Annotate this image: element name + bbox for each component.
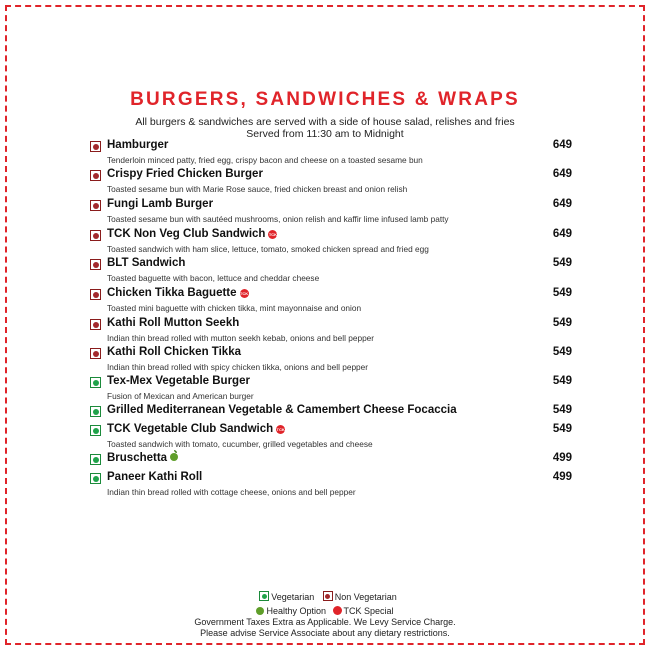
menu-item-name: [107, 287, 249, 299]
menu-item-description: Toasted mini baguette with chicken tikka, mint mayonnaise and onion: [107, 303, 362, 313]
menu-item-name: [107, 257, 185, 269]
menu-item-price: 499: [552, 471, 572, 483]
menu-item-name: [107, 139, 168, 151]
menu-item-name-text: Fungi Lamb Burger: [107, 198, 214, 210]
menu-item-description: Toasted sandwich with tomato, cucumber, grilled vegetables and cheese: [107, 439, 373, 449]
nonveg-marker-icon: [323, 591, 333, 601]
menu-item: [90, 453, 580, 467]
menu-item-name-text: Chicken Tikka Baguette: [107, 287, 237, 299]
menu-item-price: 549: [552, 375, 572, 387]
menu-item-name-text: TCK Non Veg Club Sandwich: [107, 228, 266, 240]
menu-item-price: 549: [552, 287, 572, 299]
menu-item-description: Toasted sandwich with ham slice, lettuce, tomato, smoked chicken spread and fried egg: [107, 244, 429, 254]
legend-dietary-note: Please advise Service Associate about any dietary restrictions.: [200, 628, 450, 638]
tck-special-icon: TCK: [239, 291, 249, 296]
menu-item: [90, 375, 580, 401]
menu-item-price: 649: [552, 228, 572, 240]
menu-item-price: 499: [552, 452, 572, 464]
menu-item: [90, 405, 580, 419]
legend-veg-label: Vegetarian: [271, 592, 315, 602]
menu-item-description: Toasted baguette with bacon, lettuce and cheddar cheese: [107, 273, 320, 283]
menu-item-name-text: Kathi Roll Chicken Tikka: [107, 346, 241, 358]
nonveg-marker-icon: [90, 289, 101, 300]
menu-item-description: Indian thin bread rolled with spicy chicken tikka, onions and bell pepper: [107, 362, 369, 372]
legend-taxes-note: Government Taxes Extra as Applicable. We Levy Service Charge.: [194, 617, 456, 627]
menu-item-name-text: Kathi Roll Mutton Seekh: [107, 317, 240, 329]
menu-item-price: 549: [552, 404, 572, 416]
menu-item-name-text: Paneer Kathi Roll: [107, 471, 203, 483]
menu-item-price: 549: [552, 346, 572, 358]
veg-marker-icon: [90, 473, 101, 484]
menu-item-name-text: Crispy Fried Chicken Burger: [107, 168, 263, 180]
menu-item-name-text: BLT Sandwich: [107, 257, 186, 269]
menu-item: [90, 317, 580, 343]
nonveg-marker-icon: [90, 348, 101, 359]
menu-item-name: [107, 423, 285, 435]
menu-item-price: 549: [552, 257, 572, 269]
menu-item-description: Indian thin bread rolled with mutton seekh kebab, onions and bell pepper: [107, 333, 375, 343]
nonveg-marker-icon: [90, 259, 101, 270]
nonveg-marker-icon: [90, 141, 101, 152]
menu-item-name: [107, 168, 263, 180]
menu-item-price: 649: [552, 139, 572, 151]
tck-special-icon: TCK: [276, 427, 285, 432]
menu-item: [90, 257, 580, 283]
tck-special-icon: [333, 606, 342, 615]
menu-item-name: [107, 404, 457, 416]
menu-item-price: 549: [552, 423, 572, 435]
menu-item-price: 649: [552, 198, 572, 210]
nonveg-marker-icon: [90, 230, 101, 241]
menu-item: [90, 228, 580, 254]
menu-item: [90, 168, 580, 194]
menu-item: [90, 423, 580, 449]
legend: [0, 591, 650, 639]
menu-subtitle-hours: Served from 11:30 am to Midnight: [246, 128, 404, 140]
legend-tck-label: TCK Special: [343, 606, 394, 616]
menu-item-name: [107, 317, 239, 329]
menu-item-description: Toasted sesame bun with sautéed mushrooms, onion relish and kaffir lime infused lamb patty: [107, 214, 449, 224]
healthy-apple-icon: [256, 607, 264, 615]
menu-subtitle-sides: All burgers & sandwiches are served with a side of house salad, relishes and fries: [135, 116, 515, 128]
menu-item-name: [107, 471, 202, 483]
menu-item-name-text: Grilled Mediterranean Vegetable & Camembert Cheese Focaccia: [107, 404, 457, 416]
nonveg-marker-icon: [90, 319, 101, 330]
menu-item-description: Indian thin bread rolled with cottage cheese, onions and bell pepper: [107, 487, 356, 497]
veg-marker-icon: [90, 454, 101, 465]
menu-item-name: [107, 228, 277, 240]
veg-marker-icon: [259, 591, 269, 601]
menu-item-price: 549: [552, 317, 572, 329]
legend-nonveg-label: Non Vegetarian: [334, 592, 397, 602]
legend-row-special: [0, 606, 650, 617]
legend-row-diet: [0, 591, 650, 603]
menu-item-name: [107, 452, 178, 464]
nonveg-marker-icon: [90, 200, 101, 211]
menu-item-description: Fusion of Mexican and American burger: [107, 391, 254, 401]
menu-item-price: 649: [552, 168, 572, 180]
healthy-apple-icon: [170, 453, 178, 461]
tck-special-icon: TCK: [268, 232, 278, 237]
menu-item: [90, 198, 580, 224]
menu-item-name: [107, 375, 250, 387]
legend-healthy-label: Healthy Option: [266, 606, 326, 616]
menu-item-name-text: Bruschetta: [107, 452, 168, 464]
menu-section-title: BURGERS, SANDWICHES & WRAPS: [130, 89, 520, 110]
menu-item: [90, 346, 580, 372]
menu-item: [90, 287, 580, 313]
menu-item-name-text: Tex-Mex Vegetable Burger: [107, 375, 250, 387]
menu-item: [90, 139, 580, 165]
menu-item-name-text: TCK Vegetable Club Sandwich: [107, 423, 274, 435]
menu-item-name-text: Hamburger: [107, 139, 169, 151]
veg-marker-icon: [90, 377, 101, 388]
menu-item-description: Tenderloin minced patty, fried egg, crispy bacon and cheese on a toasted sesame bun: [107, 155, 423, 165]
menu-item-name: [107, 198, 213, 210]
menu-item-description: Toasted sesame bun with Marie Rose sauce, fried chicken breast and onion relish: [107, 184, 408, 194]
menu-item: [90, 471, 580, 497]
veg-marker-icon: [90, 425, 101, 436]
menu-item-name: [107, 346, 241, 358]
veg-marker-icon: [90, 406, 101, 417]
nonveg-marker-icon: [90, 170, 101, 181]
